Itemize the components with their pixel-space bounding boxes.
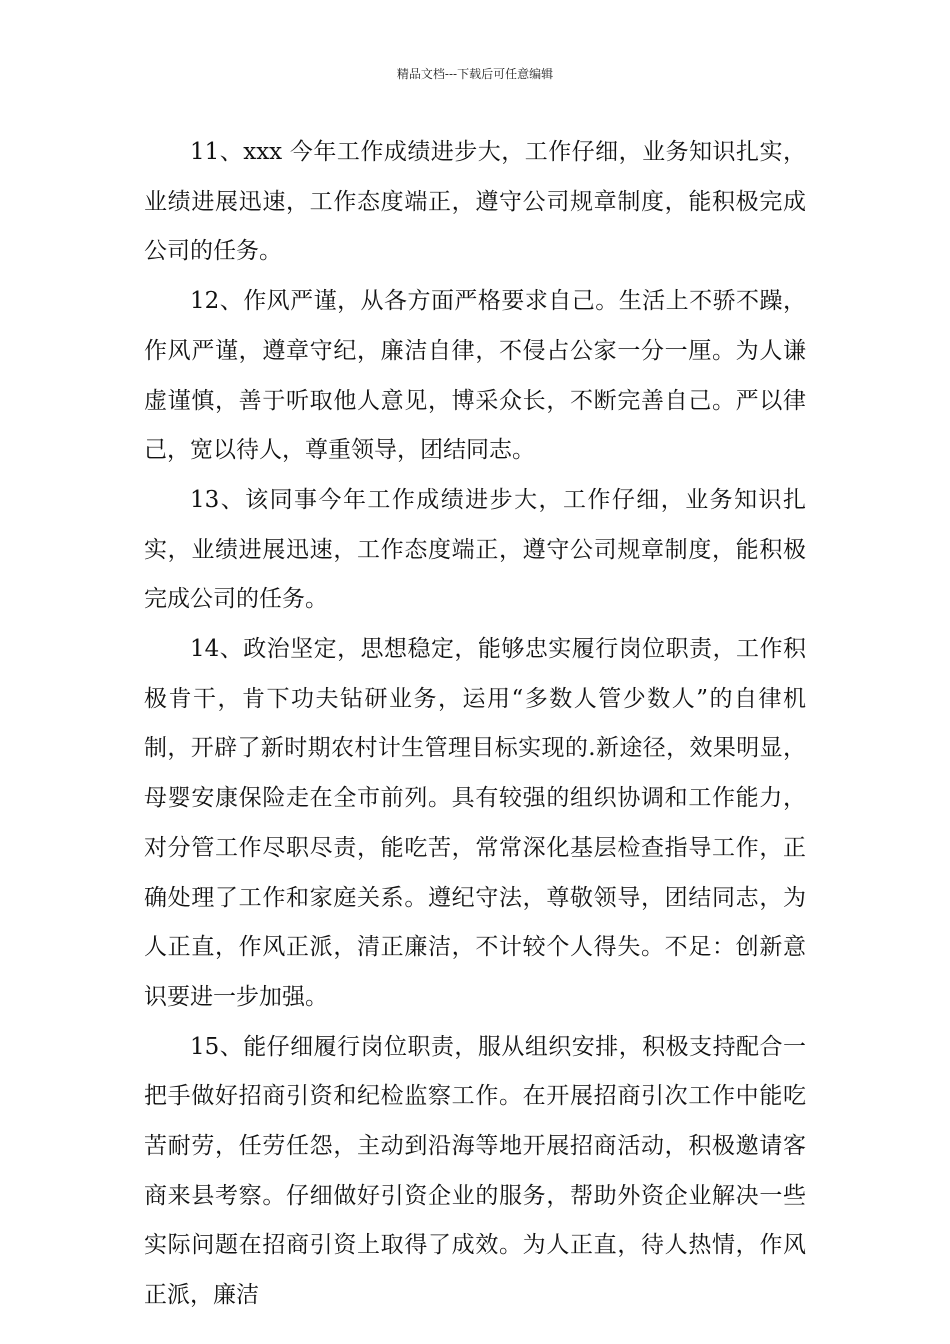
- paragraph-12: 12、作风严谨，从各方面严格要求自己。生活上不骄不躁，作风严谨，遵章守纪，廉洁自律，不侵占公家一分一厘。为人谦虚谨慎，善于听取他人意见，博采众长，不断完善自己。严以律己，宽以待人，尊重领导，团结同志。: [144, 288, 806, 464]
- document-body: [144, 128, 806, 1321]
- paragraph-15: 15、能仔细履行岗位职责，服从组织安排，积极支持配合一把手做好招商引资和纪检监察工作。在开展招商引次工作中能吃苦耐劳，任劳任怨，主动到沿海等地开展招商活动，积极邀请客商来县考察。仔细做好引资企业的服务，帮助外资企业解决一些实际问题在招商引资上取得了成效。为人正直，待人热情，作风正派，廉洁: [144, 1033, 806, 1309]
- paragraph-11: 11、xxx 今年工作成绩进步大，工作仔细，业务知识扎实，业绩进展迅速，工作态度端正，遵守公司规章制度，能积极完成公司的任务。: [144, 139, 806, 265]
- page-header: 精品文档---下载后可任意编辑: [396, 67, 554, 81]
- paragraph-13: 13、该同事今年工作成绩进步大，工作仔细，业务知识扎实，业绩进展迅速，工作态度端正，遵守公司规章制度，能积极完成公司的任务。: [144, 486, 806, 613]
- paragraph-14: 14、政治坚定，思想稳定，能够忠实履行岗位职责，工作积极肯干，肯下功夫钻研业务，运用“多数人管少数人”的自律机制，开辟了新时期农村计生管理目标实现的.新途径，效果明显，母婴安康保险走在全市前列。具有较强的组织协调和工作能力，对分管工作尽职尽责，能吃苦，常常深化基层检查指导工作，正确处理了工作和家庭关系。遵纪守法，尊敬领导，团结同志，为人正直，作风正派，清正廉洁，不计较个人得失。不足：创新意识要进一步加强。: [144, 636, 806, 1010]
